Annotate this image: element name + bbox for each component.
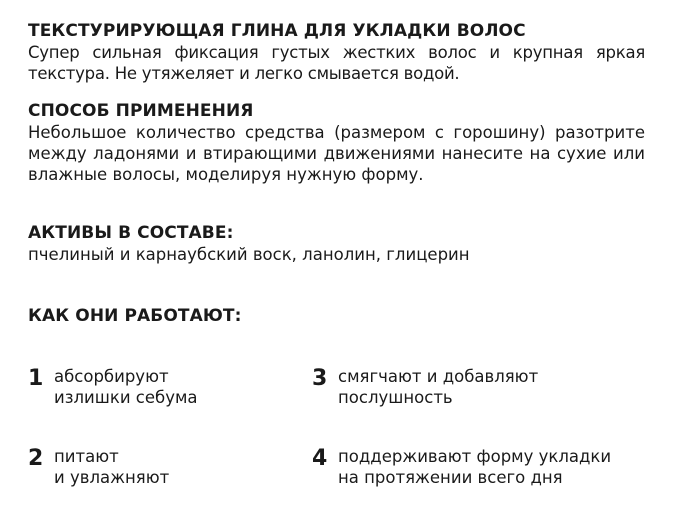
usage-section (28, 100, 645, 185)
benefit-line: на протяжении всего дня (338, 468, 563, 487)
benefit-line: послушность (338, 388, 453, 407)
usage-heading: СПОСОБ ПРИМЕНЕНИЯ (28, 101, 254, 121)
how-it-works-section (28, 305, 645, 327)
benefit-text (338, 366, 538, 408)
product-section (28, 20, 645, 84)
benefit-line: поддерживают форму укладки (338, 447, 612, 466)
actives-text: пчелиный и карнаубский воск, ланолин, глицерин (28, 245, 470, 264)
benefit-line: питают (54, 447, 119, 466)
benefit-text (338, 446, 611, 488)
benefit-item (28, 366, 198, 408)
actives-section (28, 222, 645, 265)
product-description: Супер сильная фиксация густых жестких волос и крупная яркая текстура. Не утяжеляет и легко смывается водой. (28, 43, 645, 83)
how-it-works-heading: КАК ОНИ РАБОТАЮТ: (28, 306, 242, 326)
benefit-number: 4 (312, 446, 328, 471)
actives-heading: АКТИВЫ В СОСТАВЕ: (28, 223, 234, 243)
product-title: ТЕКСТУРИРУЮЩАЯ ГЛИНА ДЛЯ УКЛАДКИ ВОЛОС (28, 21, 526, 41)
benefit-item (312, 366, 538, 408)
benefit-number: 2 (28, 446, 44, 471)
benefit-text (54, 446, 169, 488)
benefit-line: и увлажняют (54, 468, 170, 487)
benefit-item (28, 446, 169, 488)
benefit-item (312, 446, 611, 488)
benefit-text (54, 366, 198, 408)
benefit-line: излишки себума (54, 388, 198, 407)
usage-text: Небольшое количество средства (размером с горошину) разотрите между ладонями и втирающими движениями нанесите на сухие или влажные волосы, моделируя нужную форму. (28, 123, 645, 184)
benefit-line: смягчают и добавляют (338, 367, 539, 386)
benefit-line: абсорбируют (54, 367, 169, 386)
benefit-number: 1 (28, 366, 44, 391)
benefit-number: 3 (312, 366, 328, 391)
